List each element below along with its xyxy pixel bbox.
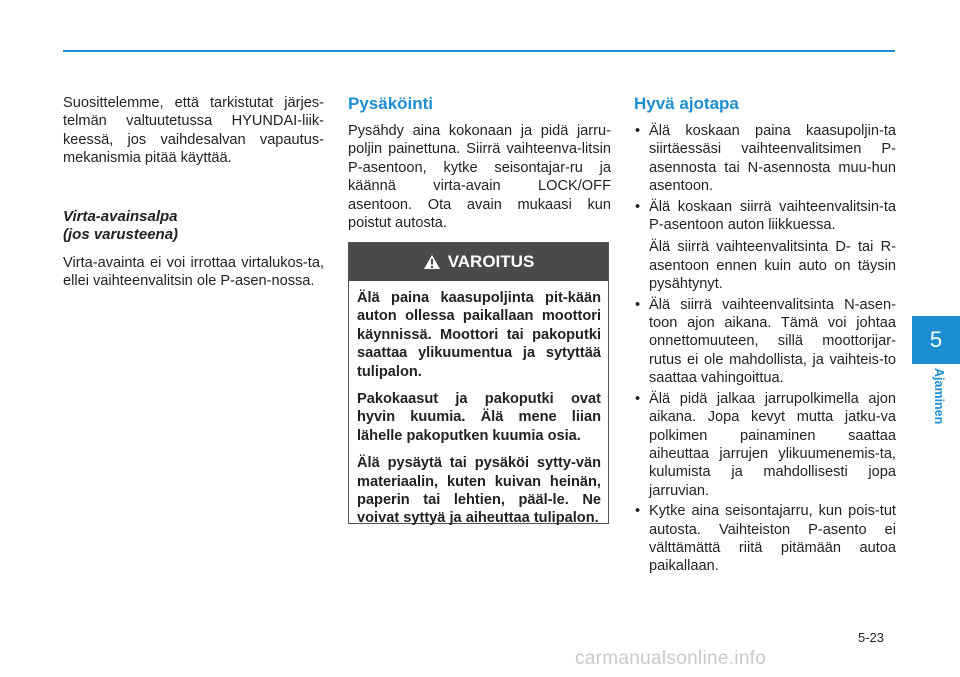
top-rule bbox=[63, 50, 895, 52]
list-item bbox=[634, 296, 896, 388]
warning-header bbox=[349, 243, 608, 281]
list-item-text: Älä koskaan paina kaasupoljin-ta siirtäessäsi vaihteenvalitsimen P-asennosta tai N-asennosta muu-hun asentoon. bbox=[649, 123, 896, 195]
good-driving-heading: Hyvä ajotapa bbox=[634, 94, 739, 113]
good-driving-list bbox=[634, 122, 896, 234]
watermark: carmanualsonline.info bbox=[575, 648, 767, 669]
sub-heading-line1: Virta-avainsalpa bbox=[63, 207, 178, 225]
bullet-icon: • bbox=[635, 198, 641, 215]
page-number: 5-23 bbox=[858, 630, 885, 645]
column-left bbox=[63, 94, 324, 290]
ignition-key-lock-heading bbox=[63, 208, 324, 244]
warning-paragraph: Pakokaasut ja pakoputki ovat hyvin kuumia. Älä mene liian lähelle pakoputken kuumia osia. bbox=[357, 391, 601, 444]
list-item-text: Älä pidä jalkaa jarrupolkimella ajon aikana. Jopa kevyt mutta jatku-va polkimen painaminen saattaa aiheuttaa jarrujen ylikuumenemis-ta, kulumista ja mahdollisesti jopa jarruvian. bbox=[649, 390, 896, 499]
list-item-continuation: Älä siirrä vaihteenvalitsinta D- tai R-asentoon ennen kuin auto on täysin pysähtynyt. bbox=[649, 239, 896, 293]
parking-text: Pysähdy aina kokonaan ja pidä jarru-poljin painettuna. Siirrä vaihteenva-litsin P-asentoon, kytke seisontajar-ru ja käännä virta-avain LOCK/OFF asentoon. Ota avain mukaasi kun poistut autosta. bbox=[348, 123, 611, 232]
warning-triangle-icon bbox=[423, 254, 441, 270]
list-item bbox=[634, 198, 896, 235]
parking-heading: Pysäköinti bbox=[348, 94, 434, 113]
warning-paragraph: Älä paina kaasupoljinta pit-kään auton ollessa paikallaan moottori käynnissä. Moottori tai pakoputki saattaa ylikuumentua ja sytyttää tulipalon. bbox=[357, 290, 601, 380]
list-item bbox=[634, 390, 896, 500]
warning-paragraph: Älä pysäytä tai pysäköi sytty-vän materiaalin, kuten kuivan heinän, paperin tai lehtien, pääl-le. Ne voivat syttyä ja aiheuttaa tulipalon. bbox=[357, 455, 601, 527]
chapter-tab[interactable]: 5 bbox=[912, 316, 960, 364]
warning-box bbox=[348, 242, 609, 527]
list-item-text: Kytke aina seisontajarru, kun pois-tut autosta. Vaihteiston P-asento ei välttämättä riitä pitämään autoa paikallaan. bbox=[649, 503, 896, 575]
bullet-icon: • bbox=[635, 296, 641, 313]
chapter-label: Ajaminen bbox=[932, 368, 946, 425]
list-item-text: Älä siirrä vaihteenvalitsinta N-asen-toon ajon aikana. Tämä voi johtaa onnettomuuteen, sillä moottorijar-rutus ei ole mahdollista, ja vaihteis-to saattaa vahingoittua. bbox=[649, 296, 896, 387]
warning-body bbox=[349, 281, 608, 528]
good-driving-list-cont bbox=[634, 296, 896, 576]
ignition-key-lock-text: Virta-avainta ei voi irrottaa virtalukos-ta, ellei vaihteenvalitsin ole P-asen-nossa. bbox=[63, 254, 324, 290]
sub-heading-line2: (jos varusteena) bbox=[63, 225, 179, 243]
column-right bbox=[634, 94, 896, 578]
list-item bbox=[634, 122, 896, 196]
list-item bbox=[634, 502, 896, 576]
list-item-text: Älä koskaan siirrä vaihteenvalitsin-ta P-asentoon auton liikkuessa. bbox=[649, 198, 896, 234]
bullet-icon: • bbox=[635, 503, 641, 520]
column-middle bbox=[348, 94, 611, 232]
warning-title: VAROITUS bbox=[447, 252, 535, 271]
intro-paragraph: Suosittelemme, että tarkistutat järjes-telmän valtuutetussa HYUNDAI-liik-keessä, jos vaihdesalvan vapautus-mekanismia pitää käyttää. bbox=[63, 95, 324, 167]
bullet-icon: • bbox=[635, 390, 641, 407]
bullet-icon: • bbox=[635, 123, 641, 139]
